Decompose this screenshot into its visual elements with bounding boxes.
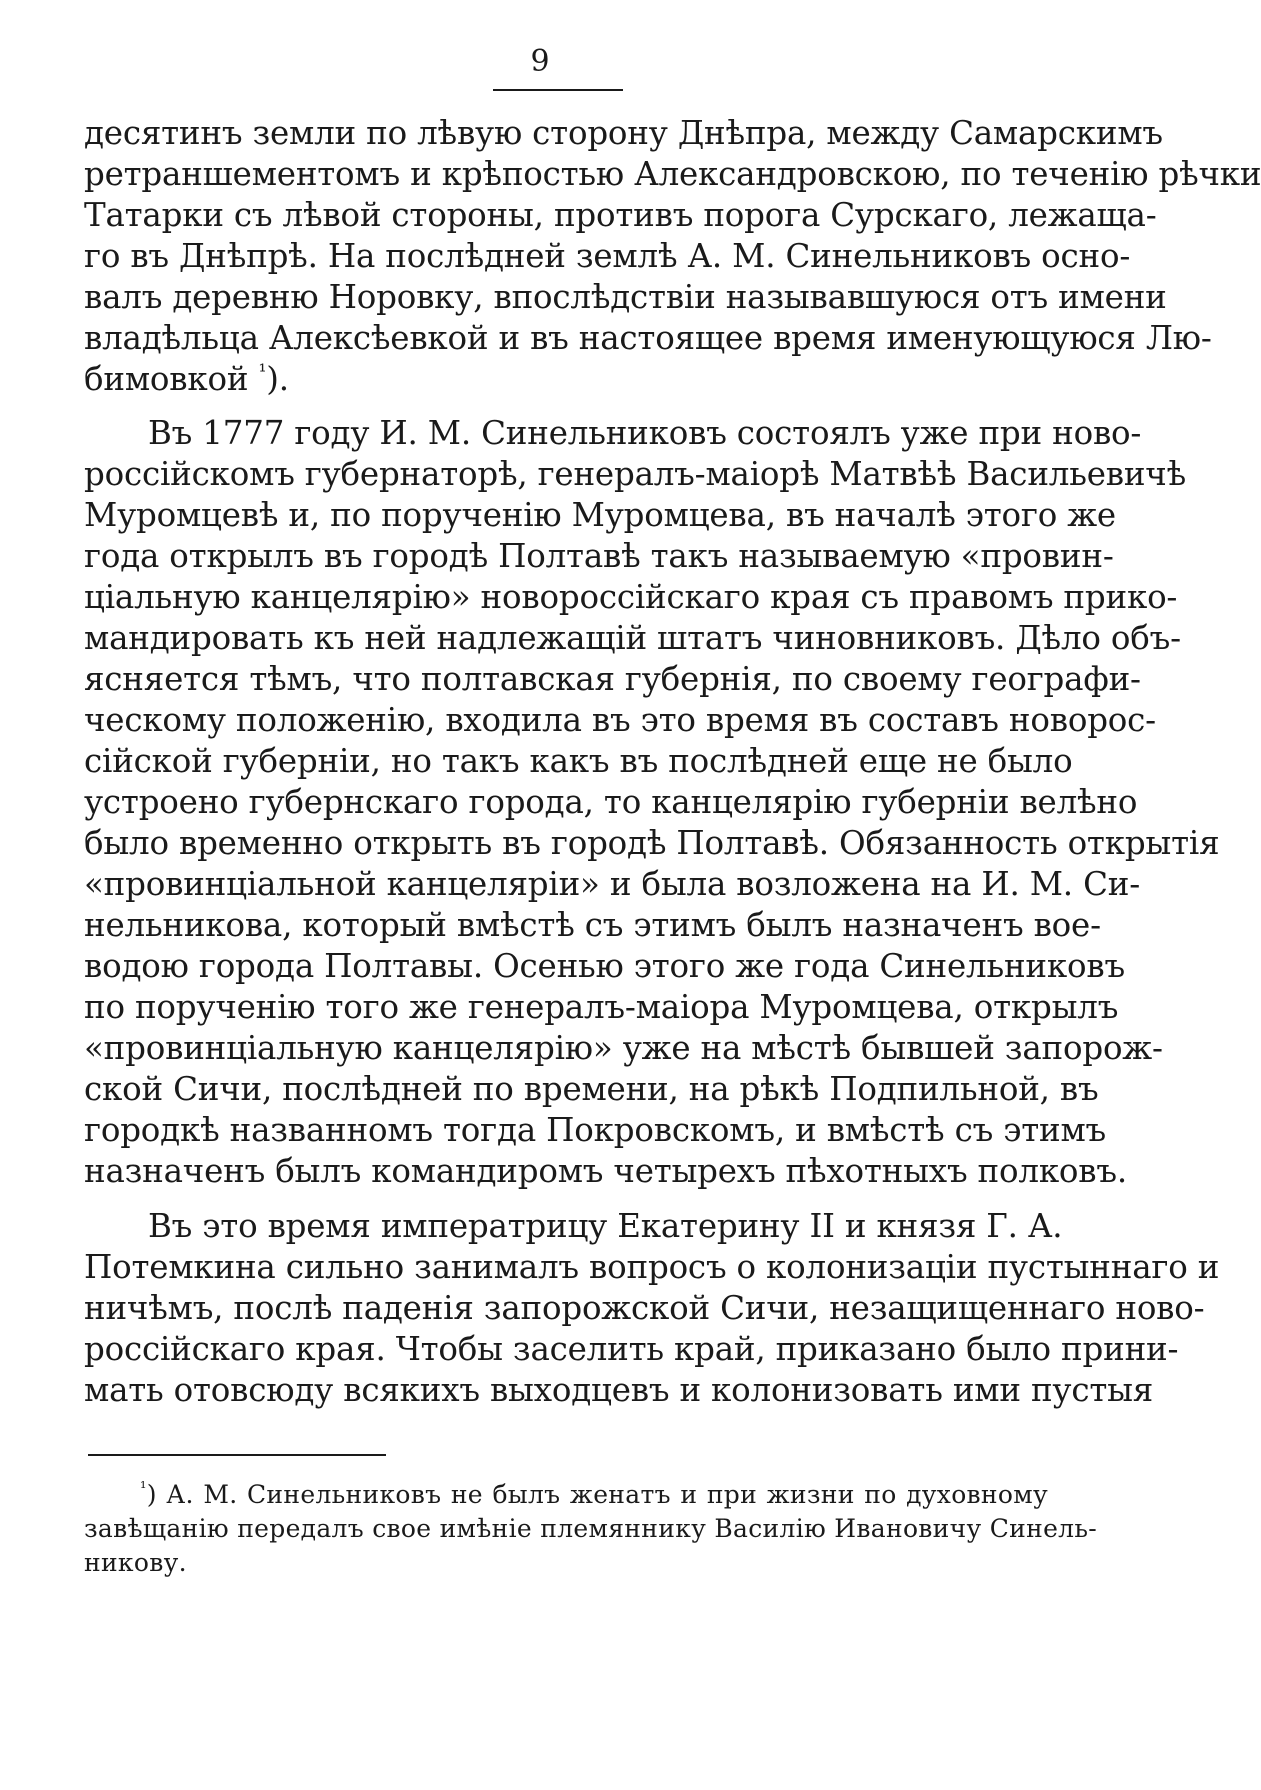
text-line: десятинъ земли по лѣвую сторону Днѣпра, между Самарскимъ (84, 114, 1163, 152)
text-line: мать отовсюду всякихъ выходцевъ и колонизовать ими пустыя (84, 1371, 1154, 1409)
text-line: Потемкина сильно занималъ вопросъ о колонизаціи пустыннаго и (84, 1248, 1220, 1286)
text-line: сійской губерніи, но такъ какъ въ послѣдней еще не было (84, 742, 1073, 780)
text-line: нельникова, который вмѣстѣ съ этимъ былъ назначенъ вое- (84, 906, 1101, 944)
text-line: городкѣ названномъ тогда Покровскомъ, и вмѣстѣ съ этимъ (84, 1111, 1107, 1149)
text-line: мандировать къ ней надлежащій штатъ чиновниковъ. Дѣло объ- (84, 619, 1181, 657)
text-line: Татарки съ лѣвой стороны, противъ порога Сурскаго, лежаща- (84, 196, 1157, 234)
text-line: ческому положенію, входила въ это время въ составъ новорос- (84, 701, 1156, 739)
text-line: россійскомъ губернаторѣ, генералъ-маіорѣ Матвѣѣ Васильевичѣ (84, 455, 1186, 493)
text-fragment: ). (266, 360, 289, 398)
text-line: ясняется тѣмъ, что полтавская губернія, по своему географи- (84, 660, 1141, 698)
page-number-rule (493, 89, 623, 91)
footnote-marker: ¹ (140, 1478, 147, 1497)
text-line: «провинціальную канцелярію» уже на мѣстѣ бывшей запорож- (84, 1029, 1163, 1067)
text-line: ской Сичи, послѣдней по времени, на рѣкѣ Подпильной, въ (84, 1070, 1099, 1108)
text-line (84, 358, 1048, 400)
text-line: владѣльца Алексѣевкой и въ настоящее время именующуюся Лю- (84, 319, 1212, 357)
text-fragment: ) А. М. Синельниковъ не былъ женатъ и при жизни по духовному (146, 1480, 1048, 1509)
text-line: водою города Полтавы. Осенью этого же года Синельниковъ (84, 947, 1125, 985)
text-line: года открылъ въ городѣ Полтавѣ такъ называемую «провин- (84, 537, 1114, 575)
footnote-marker: ¹ (258, 359, 267, 383)
footnote-line: никову. (84, 1548, 187, 1577)
page-number: 9 (530, 44, 550, 79)
footnote-rule (88, 1454, 386, 1456)
text-line: было временно открыть въ городѣ Полтавѣ. Обязанность открытія (84, 824, 1220, 862)
text-line: Муромцевѣ и, по порученію Муромцева, въ началѣ этого же (84, 496, 1116, 534)
footnote-line: завѣщанію передалъ свое имѣніе племяннику Василію Ивановичу Синель- (84, 1514, 1098, 1543)
text-line: ничѣмъ, послѣ паденія запорожской Сичи, незащищеннаго ново- (84, 1289, 1205, 1327)
text-line: валъ деревню Норовку, впослѣдствіи называвшуюся отъ имени (84, 278, 1167, 316)
text-line: го въ Днѣпрѣ. На послѣдней землѣ А. М. Синельниковъ осно- (84, 237, 1131, 275)
text-line: ціальную канцелярію» новороссійскаго края съ правомъ прико- (84, 578, 1178, 616)
text-fragment: бимовкой (84, 360, 249, 398)
footnote-line (140, 1478, 1048, 1512)
text-line: россійскаго края. Чтобы заселить край, приказано было прини- (84, 1330, 1179, 1368)
text-line: «провинціальной канцеляріи» и была возложена на И. М. Си- (84, 865, 1140, 903)
text-line: устроено губернскаго города, то канцелярію губерніи велѣно (84, 783, 1138, 821)
text-line: по порученію того же генералъ-маіора Муромцева, открылъ (84, 988, 1119, 1026)
text-line: Въ это время императрицу Екатерину II и князя Г. А. (148, 1207, 1063, 1245)
text-line: Въ 1777 году И. М. Синельниковъ состоялъ уже при ново- (148, 414, 1142, 452)
text-line: назначенъ былъ командиромъ четырехъ пѣхотныхъ полковъ. (84, 1152, 1128, 1190)
text-line: ретраншементомъ и крѣпостью Александровскою, по теченію рѣчки (84, 155, 1261, 193)
